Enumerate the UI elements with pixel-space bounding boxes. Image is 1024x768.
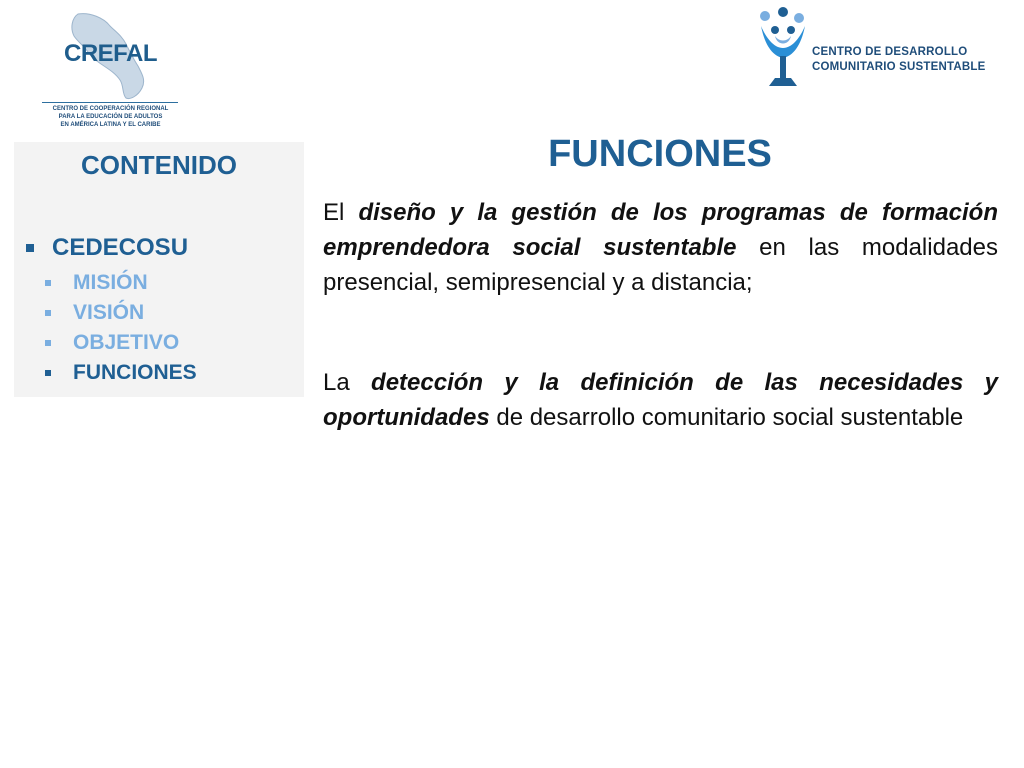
square-bullet-icon <box>45 370 51 376</box>
function-paragraph-2 <box>323 365 998 435</box>
nav-item-label: MISIÓN <box>73 271 148 294</box>
contents-sidebar <box>14 142 304 397</box>
cdcs-line2: COMUNITARIO SUSTENTABLE <box>812 61 986 73</box>
nav-item-label: FUNCIONES <box>73 361 197 384</box>
nav-item-objetivo[interactable] <box>45 331 179 355</box>
emphasized-text: diseño y la gestión de los programas de formación emprendedora social sustentable <box>323 199 998 261</box>
nav-item-label: CEDECOSU <box>52 234 189 261</box>
square-bullet-icon <box>45 280 51 286</box>
cdcs-line1: CENTRO DE DESARROLLO <box>812 46 968 58</box>
nav-item-label: VISIÓN <box>73 301 145 324</box>
nav-item-funciones[interactable] <box>45 361 197 385</box>
crefal-divider <box>42 102 178 103</box>
sidebar-title: CONTENIDO <box>81 150 237 180</box>
community-people-icon <box>755 6 811 94</box>
nav-item-label: OBJETIVO <box>73 331 180 354</box>
square-bullet-icon <box>45 310 51 316</box>
paragraph-text: de desarrollo comunitario social sustentable <box>489 404 964 431</box>
page-title: FUNCIONES <box>548 133 772 175</box>
paragraph-text: en las modalidades presencial, semipresencial y a distancia; <box>323 234 998 296</box>
crefal-subtitle-line: EN AMÉRICA LATINA Y EL CARIBE <box>60 122 161 128</box>
nav-item-vision[interactable] <box>45 301 144 325</box>
emphasized-text: detección y la definición de las necesidades y oportunidades <box>323 369 998 431</box>
crefal-logo <box>38 8 183 133</box>
square-bullet-icon <box>45 340 51 346</box>
nav-item-mision[interactable] <box>45 271 148 295</box>
square-bullet-icon <box>26 244 34 252</box>
cdcs-logo <box>755 6 995 98</box>
nav-item-cedecosu[interactable] <box>26 234 188 262</box>
function-paragraph-1 <box>323 195 998 300</box>
paragraph-text: El <box>323 199 359 226</box>
crefal-subtitle-line: CENTRO DE COOPERACIÓN REGIONAL <box>52 106 169 112</box>
crefal-subtitle-line: PARA LA EDUCACIÓN DE ADULTOS <box>58 114 163 120</box>
crefal-wordmark: CREFAL <box>64 40 157 67</box>
paragraph-text: La <box>323 369 372 396</box>
